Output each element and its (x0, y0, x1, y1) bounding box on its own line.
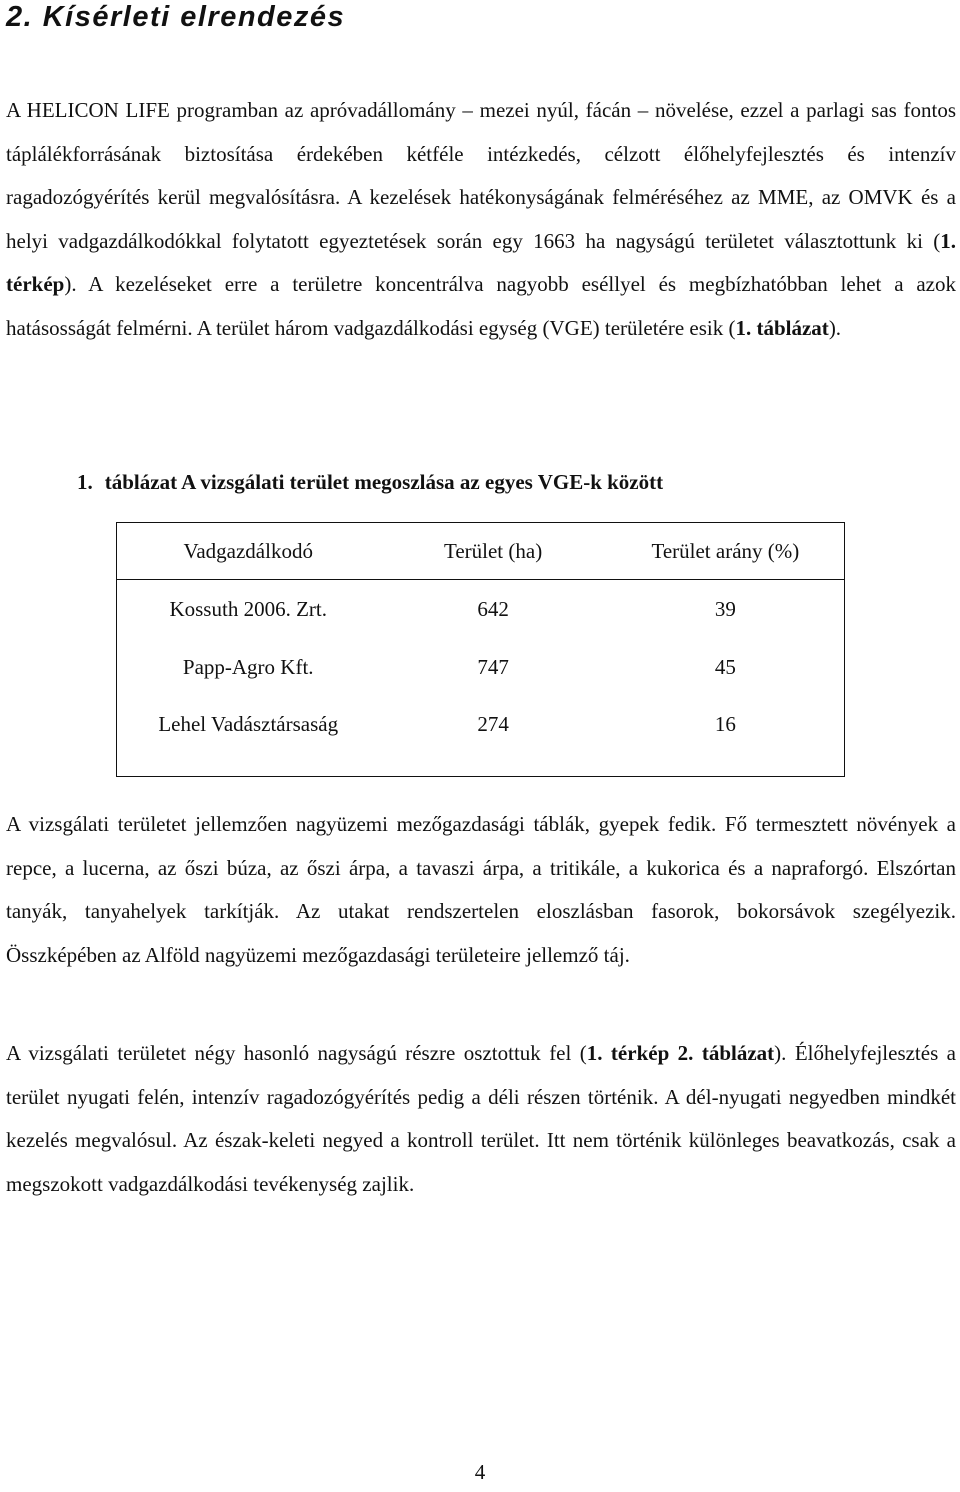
table-row (117, 696, 845, 777)
paragraph-intro-text-2: ). A kezeléseket erre a területre koncentrálva nagyobb eséllyel és megbízhatóbban lehet a azok hatásosságát felmérni. A terület három vadgazdálkodási egység (VGE) területére esik ( (6, 272, 956, 340)
table-reference: 1. táblázat (735, 315, 829, 340)
table-row (117, 580, 845, 639)
map-reference: 1. térkép (6, 228, 956, 296)
map-table-reference: 1. térkép 2. táblázat (586, 1041, 775, 1065)
paragraph-division-text-2: ). Élőhelyfejlesztés a terület nyugati felén, intenzív ragadozógyérítés pedig a déli részen történik. A dél-nyugati negyedben mindkét kezelés megvalósul. Az észak-keleti negyed a kontroll terület. Itt nem történik különleges beavatkozás, csak a megszokott vadgazdálkodási tevékenység zajlik. (6, 1041, 956, 1196)
paragraph-division (6, 1032, 956, 1206)
paragraph-intro-text-3: ). (828, 315, 842, 340)
paragraph-landscape: A vizsgálati területet jellemzően nagyüzemi mezőgazdasági táblák, gyepek fedik. Fő termesztett növények a repce, a lucerna, az őszi búza, az őszi árpa, a tavaszi árpa, a tritikále, a kukorica és a napraforgó. Elszórtan tanyák, tanyahelyek tarkítják. Az utakat rendszertelen eloszlásban fasorok, bokorsávok szegélyezik. Összképében az Alföld nagyüzemi mezőgazdasági területeire jellemző táj. (6, 812, 956, 967)
area-distribution-table (116, 522, 845, 777)
table-cell-area: 642 (477, 596, 509, 621)
table-row (117, 638, 845, 696)
table-cell-manager: Kossuth 2006. Zrt. (169, 596, 327, 621)
column-header-area: Terület (ha) (379, 523, 606, 580)
column-header-ratio: Terület arány (%) (607, 523, 845, 580)
page-number: 4 (474, 1460, 486, 1484)
table-cell-ratio: 39 (714, 596, 736, 621)
column-header-manager: Vadgazdálkodó (117, 523, 380, 580)
table-caption-text: táblázat A vizsgálati terület megoszlása az egyes VGE-k között (104, 470, 664, 494)
table-cell-area: 747 (477, 654, 509, 679)
table-caption-number: 1. (77, 470, 93, 494)
section-heading: 2. Kísérleti elrendezés (6, 1, 346, 33)
paragraph-division-text-1: A vizsgálati területet négy hasonló nagyságú részre osztottuk fel ( (6, 1041, 587, 1065)
table-cell-area: 274 (477, 711, 509, 736)
table-cell-ratio: 45 (714, 654, 736, 679)
paragraph-intro-text-1: A HELICON LIFE programban az apróvadállomány – mezei nyúl, fácán – növelése, ezzel a parlagi sas fontos táplálékforrásának biztosítása érdekében kétféle intézkedés, célzott élőhelyfejlesztés és intenzív ragadozógyérítés kerül megvalósításra. A kezelések hatékonyságának felméréséhez az MME, az OMVK és a helyi vadgazdálkodókkal folytatott egyeztetések során egy 1663 ha nagyságú területet választottunk ki ( (6, 98, 956, 253)
paragraph-intro (6, 89, 956, 350)
table-caption (77, 467, 663, 497)
table-cell-manager: Lehel Vadásztársaság (158, 711, 339, 736)
table-cell-ratio: 16 (714, 711, 736, 736)
table-header-row (117, 523, 845, 580)
table-cell-manager: Papp-Agro Kft. (182, 654, 314, 679)
